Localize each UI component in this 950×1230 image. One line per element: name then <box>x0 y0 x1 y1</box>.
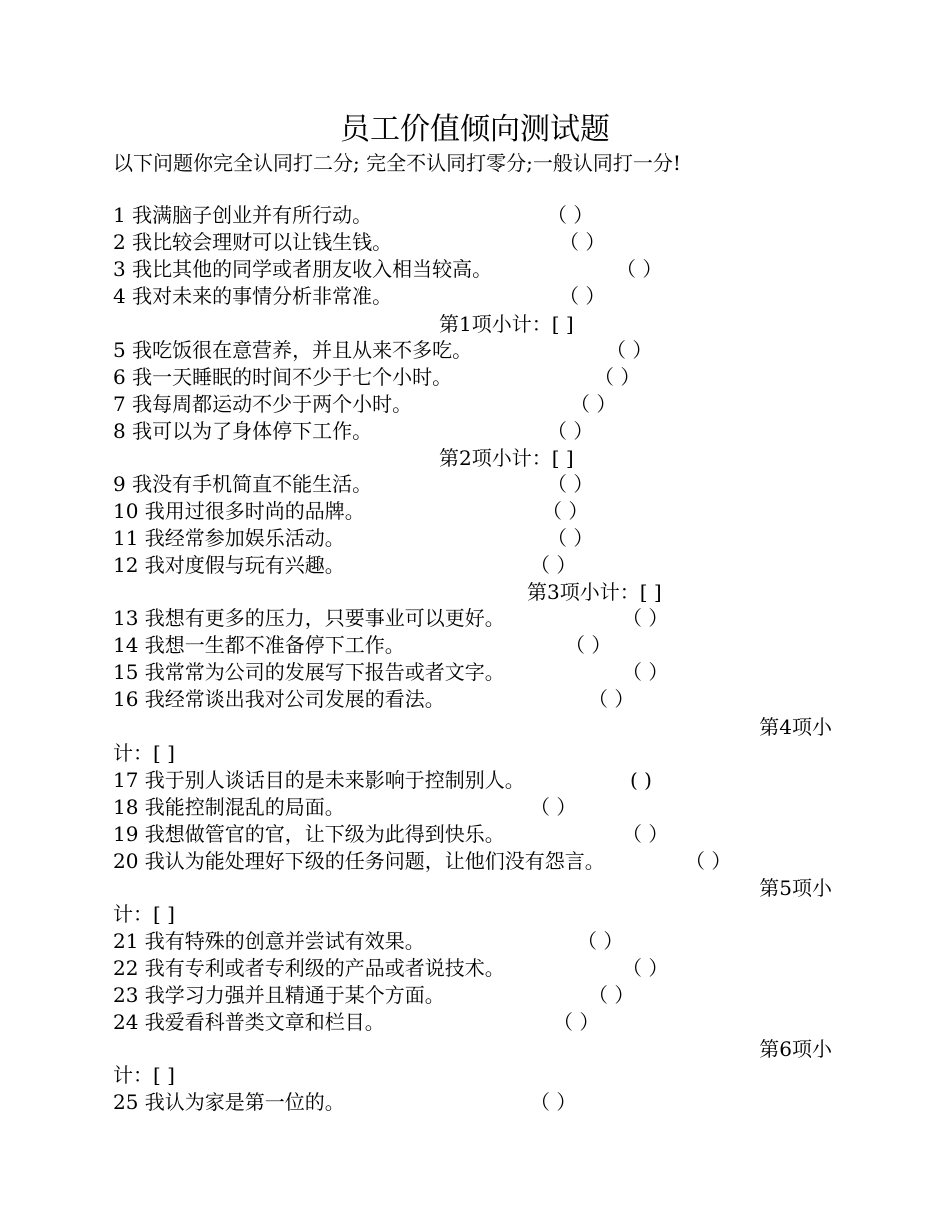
answer-blank[interactable]: （ ） <box>594 365 641 389</box>
question-item: 9 我没有手机简直不能生活。 <box>113 472 373 496</box>
answer-blank[interactable]: （ ） <box>530 553 577 577</box>
question-item: 13 我想有更多的压力，只要事业可以更好。 <box>113 606 505 630</box>
question-item: 5 我吃饭很在意营养，并且从来不多吃。 <box>113 338 473 362</box>
answer-blank[interactable]: （ ） <box>622 956 669 980</box>
question-item: 20 我认为能处理好下级的任务问题，让他们没有怨言。 <box>113 849 605 873</box>
question-item: 11 我经常参加娱乐活动。 <box>113 526 345 550</box>
question-item: 1 我满脑子创业并有所行动。 <box>113 203 373 227</box>
answer-blank[interactable]: （ ） <box>547 472 594 496</box>
answer-blank[interactable]: （ ） <box>547 526 594 550</box>
question-item: 17 我于别人谈话目的是未来影响于控制别人。 <box>113 768 525 792</box>
question-item: 10 我用过很多时尚的品牌。 <box>113 499 365 523</box>
answer-blank[interactable]: （ ） <box>606 338 653 362</box>
subtotal-6-label: 第6项小 <box>759 1037 832 1061</box>
answer-blank[interactable]: （ ） <box>530 795 577 819</box>
answer-blank[interactable]: （ ） <box>570 392 617 416</box>
answer-blank[interactable]: （ ） <box>588 983 635 1007</box>
question-item: 24 我爱看科普类文章和栏目。 <box>113 1010 385 1034</box>
answer-blank[interactable]: （ ） <box>622 660 669 684</box>
question-item: 4 我对未来的事情分析非常准。 <box>113 284 393 308</box>
answer-blank[interactable]: （ ） <box>530 1090 577 1114</box>
answer-blank[interactable]: （ ） <box>547 419 594 443</box>
question-item: 8 我可以为了身体停下工作。 <box>113 419 373 443</box>
question-item: 19 我想做管官的官，让下级为此得到快乐。 <box>113 822 505 846</box>
subtotal-1: 第1项小计：[ ] <box>439 312 574 336</box>
question-item: 7 我每周都运动不少于两个小时。 <box>113 392 413 416</box>
question-item: 25 我认为家是第一位的。 <box>113 1090 345 1114</box>
subtotal-5-label: 第5项小 <box>759 876 832 900</box>
answer-blank[interactable]: （ ） <box>577 929 624 953</box>
question-item: 6 我一天睡眠的时间不少于七个小时。 <box>113 365 453 389</box>
question-item: 21 我有特殊的创意并尝试有效果。 <box>113 929 425 953</box>
question-item: 14 我想一生都不准备停下工作。 <box>113 633 405 657</box>
question-item: 12 我对度假与玩有兴趣。 <box>113 553 345 577</box>
question-item: 3 我比其他的同学或者朋友收入相当较高。 <box>113 257 493 281</box>
answer-blank[interactable]: （ ） <box>622 822 669 846</box>
answer-blank[interactable]: （ ） <box>565 633 612 657</box>
instructions: 以下问题你完全认同打二分; 完全不认同打零分;一般认同打一分! <box>113 151 681 175</box>
page-title: 员工价值倾向测试题 <box>340 112 610 147</box>
subtotal-4-bracket: 计：[ ] <box>113 741 175 765</box>
question-item: 18 我能控制混乱的局面。 <box>113 795 345 819</box>
answer-blank[interactable]: （ ） <box>559 284 606 308</box>
answer-blank[interactable]: （ ） <box>553 1010 600 1034</box>
subtotal-6-bracket: 计：[ ] <box>113 1063 175 1087</box>
answer-blank[interactable]: ( ) <box>630 768 652 792</box>
question-item: 15 我常常为公司的发展写下报告或者文字。 <box>113 660 505 684</box>
subtotal-2: 第2项小计：[ ] <box>439 446 574 470</box>
answer-blank[interactable]: （ ） <box>616 257 663 281</box>
question-item: 22 我有专利或者专利级的产品或者说技术。 <box>113 956 505 980</box>
question-item: 16 我经常谈出我对公司发展的看法。 <box>113 687 445 711</box>
answer-blank[interactable]: （ ） <box>588 687 635 711</box>
question-item: 2 我比较会理财可以让钱生钱。 <box>113 230 393 254</box>
question-item: 23 我学习力强并且精通于某个方面。 <box>113 983 445 1007</box>
answer-blank[interactable]: （ ） <box>685 849 732 873</box>
answer-blank[interactable]: （ ） <box>542 499 589 523</box>
subtotal-3: 第3项小计：[ ] <box>527 580 662 604</box>
answer-blank[interactable]: （ ） <box>622 606 669 630</box>
subtotal-5-bracket: 计：[ ] <box>113 902 175 926</box>
answer-blank[interactable]: （ ） <box>559 230 606 254</box>
subtotal-4-label: 第4项小 <box>759 715 832 739</box>
answer-blank[interactable]: （ ） <box>547 203 594 227</box>
